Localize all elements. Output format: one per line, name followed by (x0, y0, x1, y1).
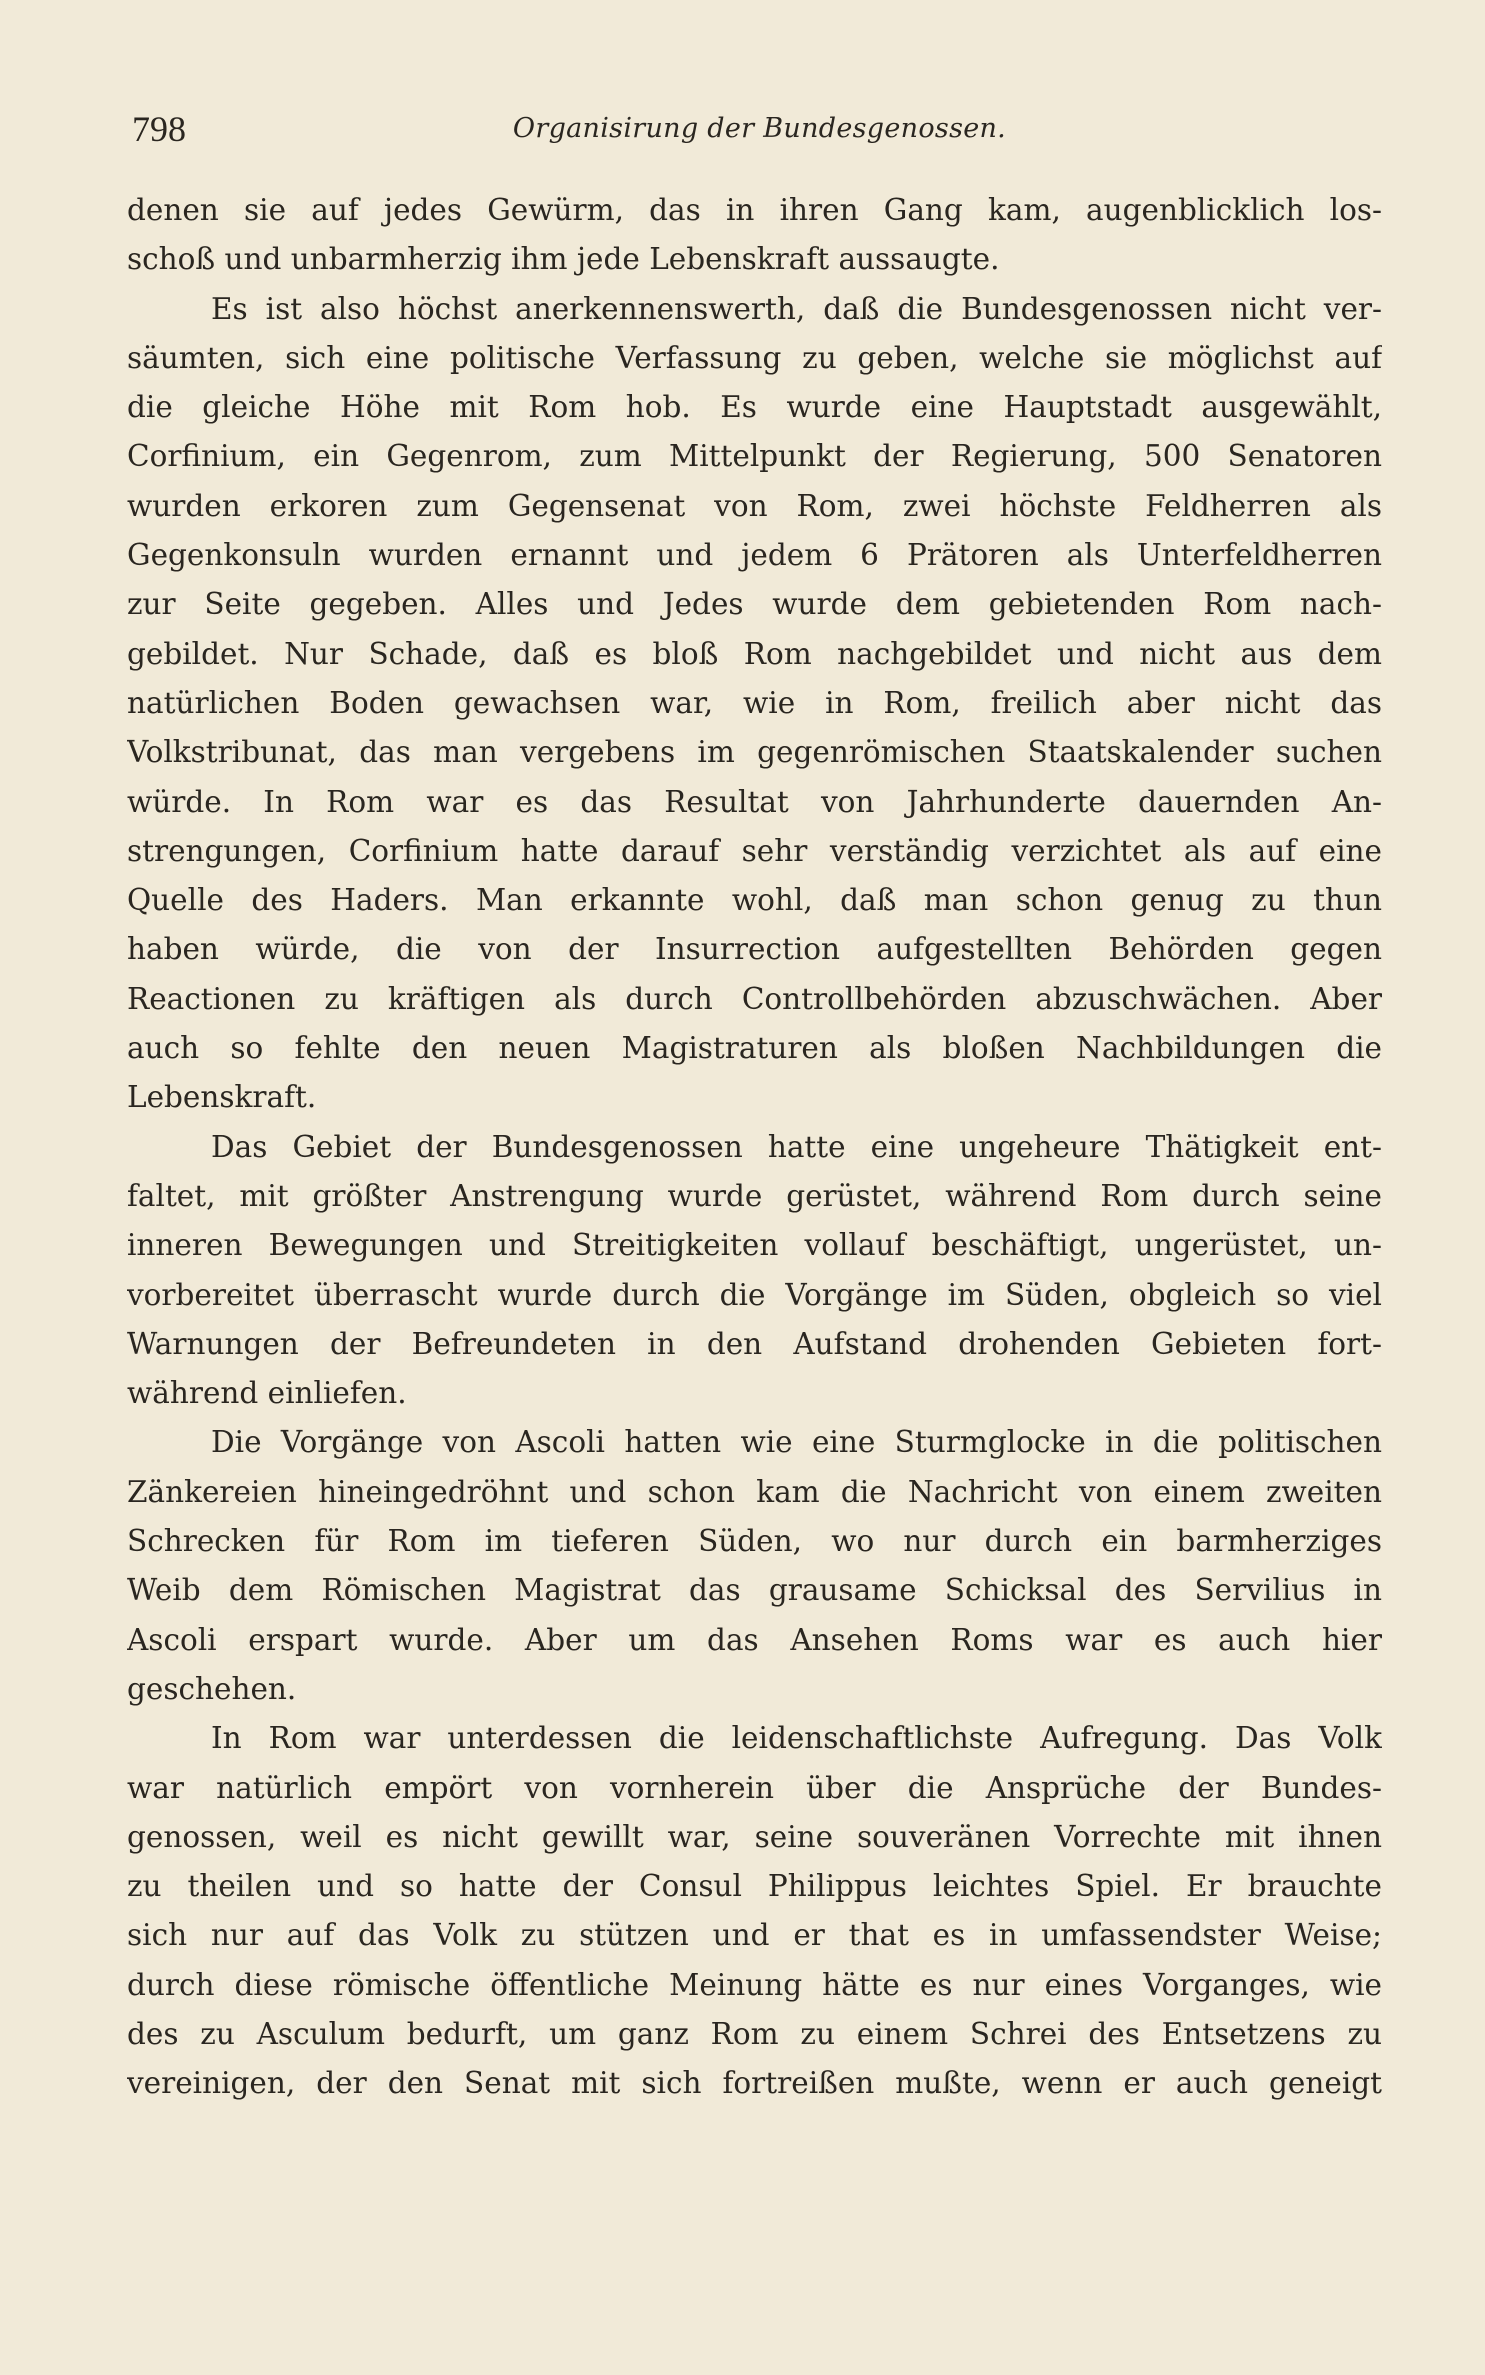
text-line: haben würde, die von der Insurrection aufgestellten Behörden gegen (127, 932, 1382, 967)
text-line: Weib dem Römischen Magistrat das grausame Schicksal des Servilius in (127, 1573, 1382, 1608)
text-line: würde. In Rom war es das Resultat von Jahrhunderte dauernden An- (127, 784, 1382, 819)
text-line: des zu Asculum bedurft, um ganz Rom zu einem Schrei des Entsetzens zu (127, 2016, 1382, 2051)
text-line: zur Seite gegeben. Alles und Jedes wurde dem gebietenden Rom nach- (127, 587, 1382, 622)
text-line: die gleiche Höhe mit Rom hob. Es wurde eine Hauptstadt ausgewählt, (127, 390, 1382, 425)
paragraph (127, 1714, 1382, 2108)
text-line: Gegenkonsuln wurden ernannt und jedem 6 Prätoren als Unterfeldherren (127, 538, 1382, 573)
text-line: strengungen, Corfinium hatte darauf sehr verständig verzichtet als auf eine (127, 833, 1382, 868)
text-line: vorbereitet überrascht wurde durch die Vorgänge im Süden, obgleich so viel (127, 1277, 1382, 1312)
text-line: Das Gebiet der Bundesgenossen hatte eine ungeheure Thätigkeit ent- (211, 1129, 1382, 1164)
text-line: faltet, mit größter Anstrengung wurde gerüstet, während Rom durch seine (127, 1178, 1382, 1213)
text-line: vereinigen, der den Senat mit sich fortreißen mußte, wenn er auch geneigt (127, 2066, 1382, 2101)
text-line: gebildet. Nur Schade, daß es bloß Rom nachgebildet und nicht aus dem (127, 636, 1382, 671)
text-line: natürlichen Boden gewachsen war, wie in Rom, freilich aber nicht das (127, 685, 1382, 720)
text-line: Corfinium, ein Gegenrom, zum Mittelpunkt der Regierung, 500 Senatoren (127, 439, 1382, 474)
text-line: während einliefen. (127, 1376, 407, 1411)
text-line: Warnungen der Befreundeten in den Aufstand drohenden Gebieten fort- (127, 1326, 1382, 1361)
text-line: Quelle des Haders. Man erkannte wohl, daß man schon genug zu thun (127, 883, 1382, 918)
paragraph (127, 1123, 1382, 1419)
text-line: Es ist also höchst anerkennenswerth, daß die Bundesgenossen nicht ver- (211, 291, 1382, 326)
text-line: Reactionen zu kräftigen als durch Controllbehörden abzuschwächen. Aber (127, 981, 1382, 1016)
text-line: durch diese römische öffentliche Meinung hätte es nur eines Vorganges, wie (127, 1967, 1382, 2002)
text-line: Volkstribunat, das man vergebens im gegenrömischen Staatskalender suchen (127, 735, 1382, 770)
text-line: denen sie auf jedes Gewürm, das in ihren Gang kam, augenblicklich los- (127, 193, 1382, 227)
text-line: Die Vorgänge von Ascoli hatten wie eine Sturmglocke in die politischen (211, 1425, 1382, 1460)
paragraph (127, 285, 1382, 1123)
text-line: auch so fehlte den neuen Magistraturen als bloßen Nachbildungen die (127, 1031, 1382, 1066)
page-header (122, 104, 1397, 154)
text-line: zu theilen und so hatte der Consul Philippus leichtes Spiel. Er brauchte (127, 1869, 1382, 1904)
body-text (127, 186, 1382, 2109)
text-line: war natürlich empört von vornherein über die Ansprüche der Bundes- (127, 1770, 1382, 1805)
page-number: 798 (132, 109, 186, 149)
text-line: In Rom war unterdessen die leidenschaftlichste Aufregung. Das Volk (211, 1721, 1382, 1756)
text-line: geschehen. (127, 1671, 297, 1706)
text-line: Zänkereien hineingedröhnt und schon kam die Nachricht von einem zweiten (127, 1474, 1382, 1509)
text-line: genossen, weil es nicht gewillt war, seine souveränen Vorrechte mit ihnen (127, 1819, 1382, 1854)
paragraph (127, 1418, 1382, 1714)
paragraph (127, 186, 1382, 285)
text-line: säumten, sich eine politische Verfassung zu geben, welche sie möglichst auf (127, 340, 1382, 375)
text-line: schoß und unbarmherzig ihm jede Lebenskraft aussaugte. (127, 242, 1000, 277)
text-line: Ascoli erspart wurde. Aber um das Ansehen Roms war es auch hier (127, 1622, 1382, 1657)
text-line: wurden erkoren zum Gegensenat von Rom, zwei höchste Feldherren als (127, 488, 1382, 523)
text-line: sich nur auf das Volk zu stützen und er that es in umfassendster Weise; (127, 1918, 1382, 1953)
running-title: Organisirung der Bundesgenossen. (512, 113, 1007, 144)
text-line: Lebenskraft. (127, 1080, 317, 1115)
text-line: inneren Bewegungen und Streitigkeiten vollauf beschäftigt, ungerüstet, un- (127, 1228, 1382, 1263)
text-line: Schrecken für Rom im tieferen Süden, wo nur durch ein barmherziges (127, 1524, 1382, 1559)
